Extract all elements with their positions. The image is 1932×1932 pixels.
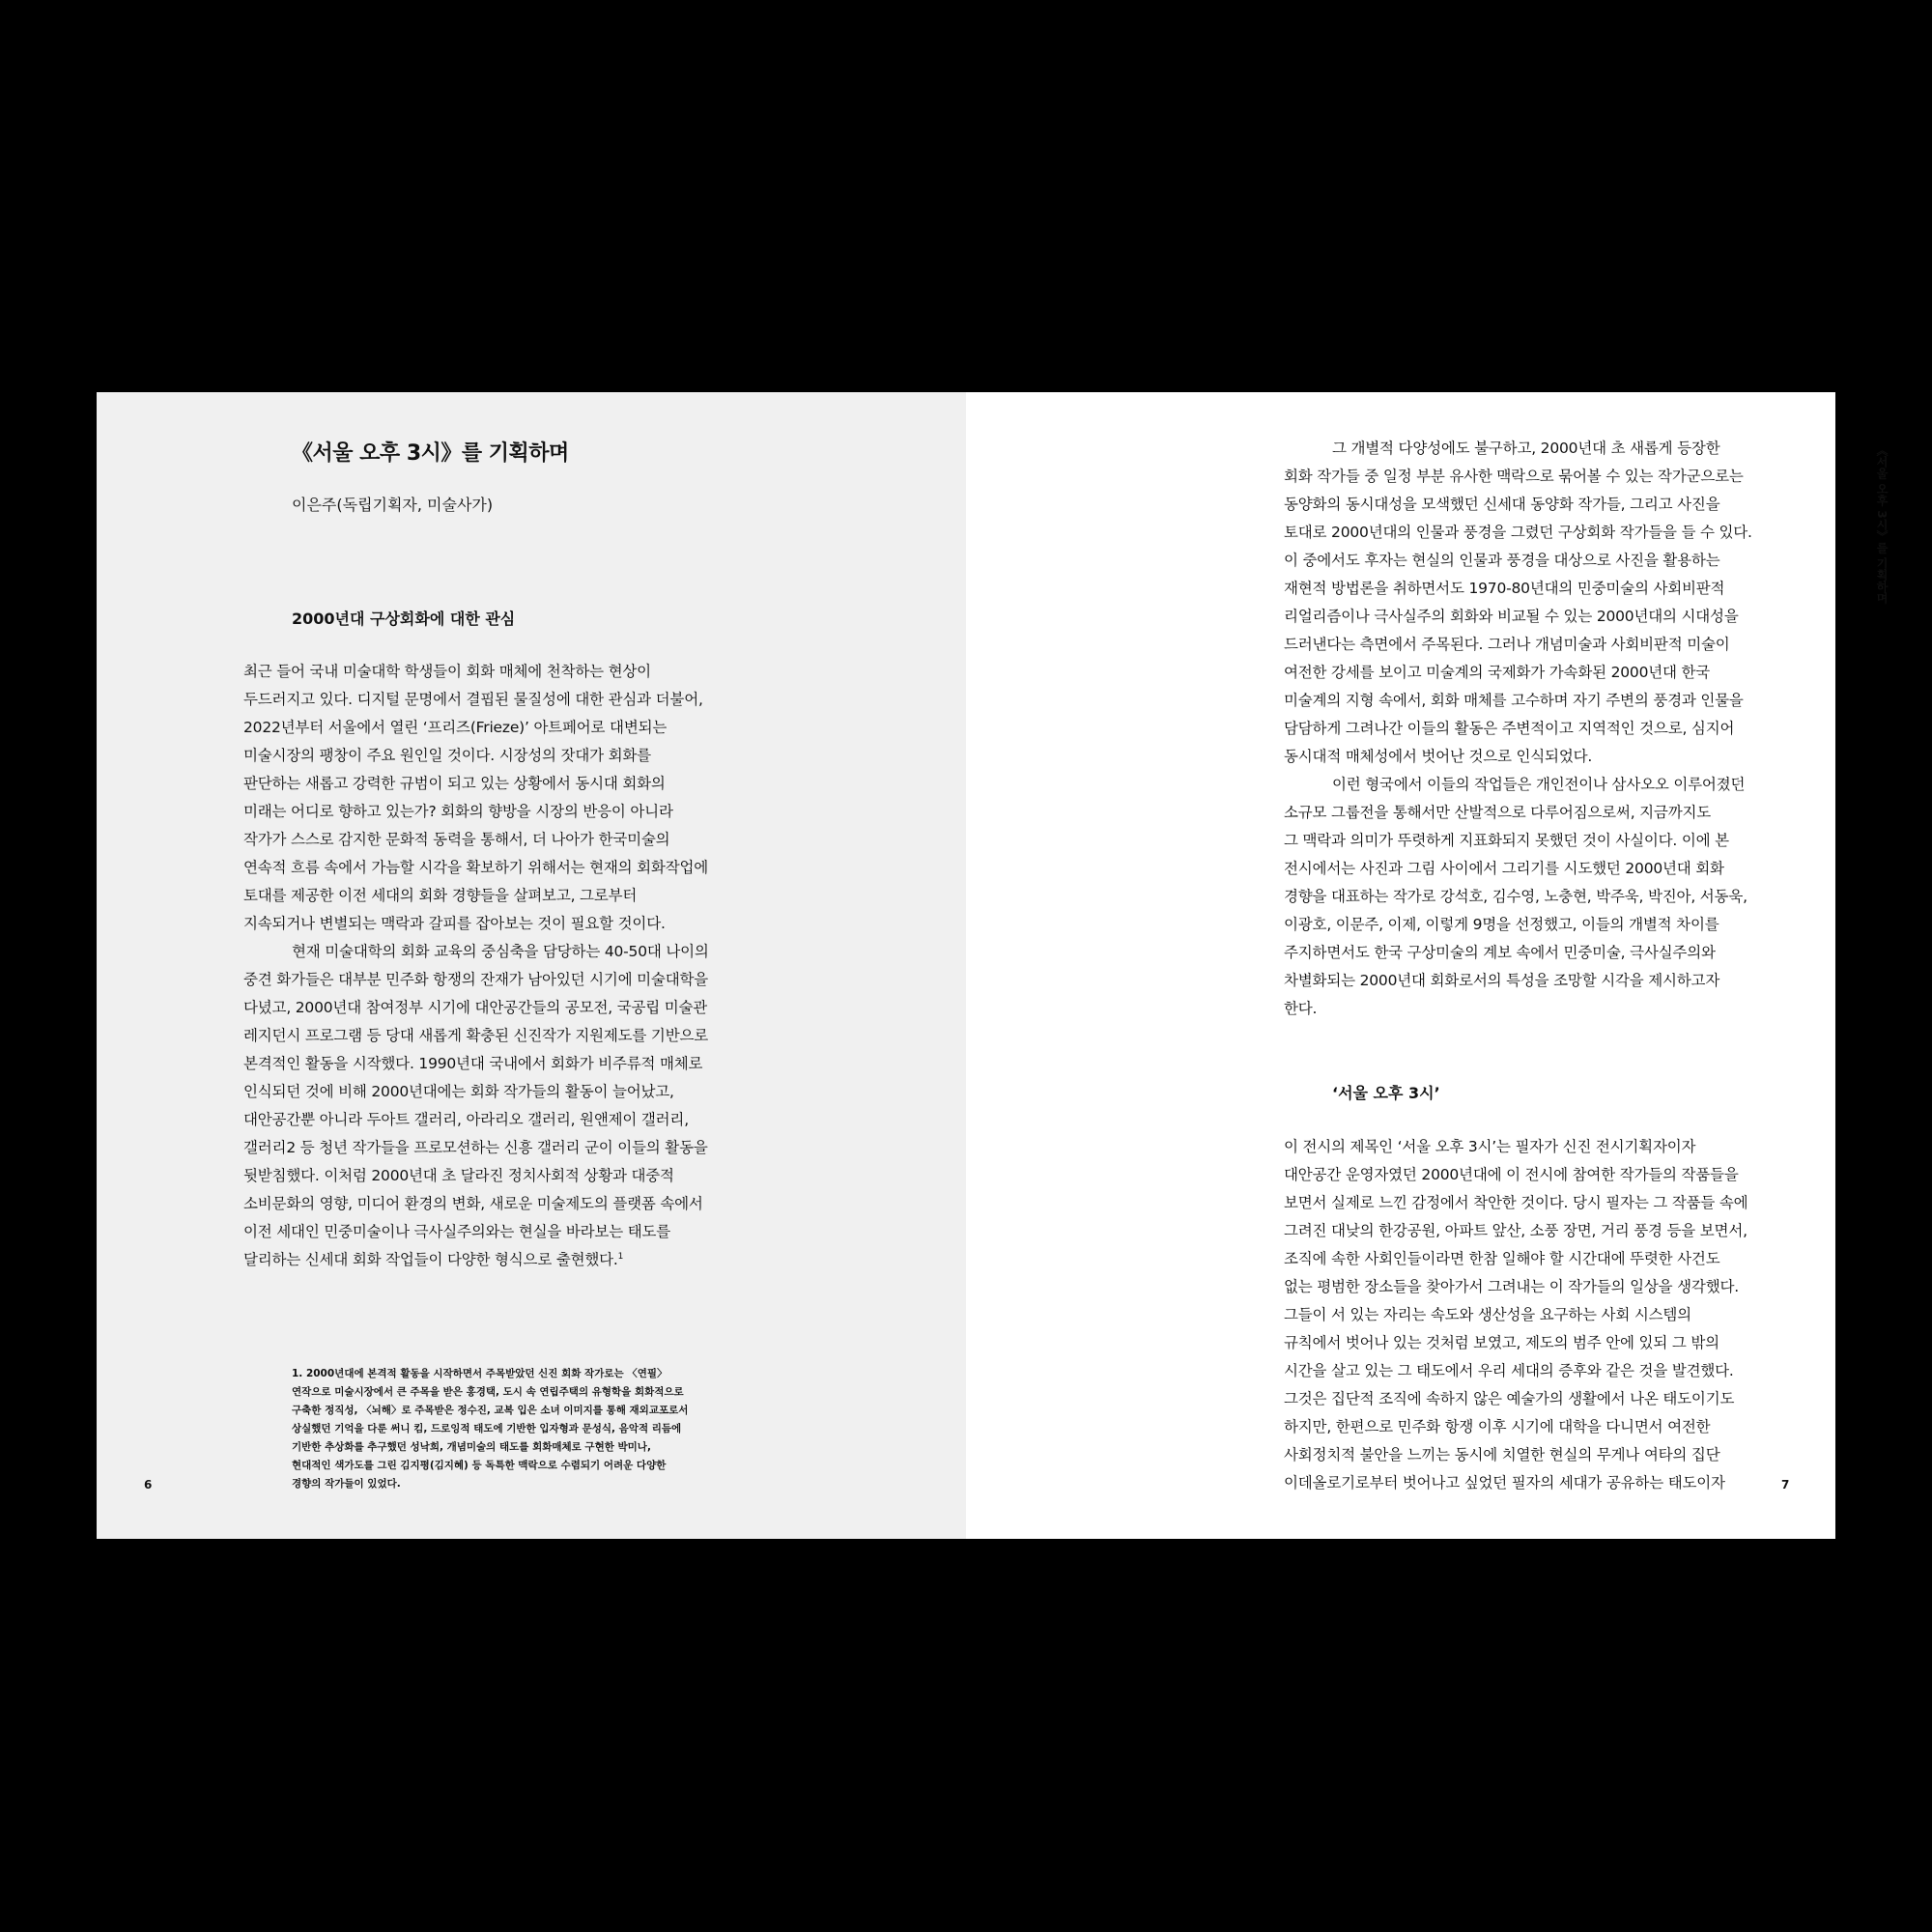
text-line: 토대를 제공한 이전 세대의 회화 경향들을 살펴보고, 그로부터 (243, 887, 638, 904)
text-line: 이 중에서도 후자는 현실의 인물과 풍경을 대상으로 사진을 활용하는 (1284, 552, 1720, 569)
right-page (966, 392, 1835, 1539)
right-body-text (1284, 435, 1752, 1023)
text-line: 차별화되는 2000년대 회화로서의 특성을 조망할 시각을 제시하고자 (1284, 972, 1720, 989)
footnote-line: 상실했던 기억을 다룬 써니 킴, 드로잉적 태도에 기반한 입자형과 문성식, 음악적 리듬에 (292, 1423, 682, 1435)
text-line: 회화 작가들 중 일정 부분 유사한 맥락으로 묶어볼 수 있는 작가군으로는 (1284, 468, 1744, 485)
right-body-text-2 (1284, 1133, 1747, 1497)
text-line: 동양화의 동시대성을 모색했던 신세대 동양화 작가들, 그리고 사진을 (1284, 496, 1720, 513)
text-line: 한다. (1284, 1000, 1318, 1017)
text-line: 레지던시 프로그램 등 당대 새롭게 확충된 신진작가 지원제도를 기반으로 (243, 1027, 709, 1044)
text-line: 여전한 강세를 보이고 미술계의 국제화가 가속화된 2000년대 한국 (1284, 664, 1711, 681)
footnote (292, 1365, 794, 1493)
footnote-line: 기반한 추상화를 추구했던 성낙희, 개념미술의 태도를 회화매체로 구현한 박미나, (292, 1441, 651, 1453)
paragraph-1 (1284, 435, 1752, 771)
footnote-line: 연작으로 미술시장에서 큰 주목을 받은 홍경택, 도시 속 연립주택의 유형학을 회화적으로 (292, 1386, 684, 1398)
text-line: 그려진 대낮의 한강공원, 아파트 앞산, 소풍 장면, 거리 풍경 등을 보면서, (1284, 1222, 1747, 1239)
text-line: 경향을 대표하는 작가로 강석호, 김수영, 노충현, 박주욱, 박진아, 서동욱, (1284, 888, 1747, 905)
left-body-text (243, 658, 709, 1274)
text-line: 미술계의 지형 속에서, 회화 매체를 고수하며 자기 주변의 풍경과 인물을 (1284, 692, 1744, 709)
text-line-content: 달리하는 신세대 회화 작업들이 다양한 형식으로 출현했다. (243, 1251, 618, 1268)
text-line: 갤러리2 등 청년 작가들을 프로모션하는 신흥 갤러리 군이 이들의 활동을 (243, 1139, 708, 1156)
paragraph-2 (243, 938, 709, 1274)
text-line: 전시에서는 사진과 그림 사이에서 그리기를 시도했던 2000년대 회화 (1284, 860, 1724, 877)
paragraph-1 (243, 658, 709, 938)
text-line: 그들이 서 있는 자리는 속도와 생산성을 요구하는 사회 시스템의 (1284, 1306, 1691, 1323)
text-line: 연속적 흐름 속에서 가늠할 시각을 확보하기 위해서는 현재의 회화작업에 (243, 859, 709, 876)
text-line: 없는 평범한 장소들을 찾아가서 그려내는 이 작가들의 일상을 생각했다. (1284, 1278, 1739, 1295)
text-line: 중견 화가들은 대부분 민주화 항쟁의 잔재가 남아있던 시기에 미술대학을 (243, 971, 709, 988)
paragraph-2 (1284, 771, 1752, 1023)
footnote-line: 현대적인 색가도를 그린 김지평(김지혜) 등 독특한 맥락으로 수렴되기 어려운 다양한 (292, 1460, 667, 1471)
text-line: 리얼리즘이나 극사실주의 회화와 비교될 수 있는 2000년대의 시대성을 (1284, 608, 1739, 625)
author-line: 이은주(독립기획자, 미술사가) (292, 496, 494, 514)
text-line: 작가가 스스로 감지한 문화적 동력을 통해서, 더 나아가 한국미술의 (243, 831, 670, 848)
text-line: 미술시장의 팽창이 주요 원인일 것이다. 시장성의 잣대가 회화를 (243, 747, 651, 764)
text-line: 본격적인 활동을 시작했다. 1990년대 국내에서 회화가 비주류적 매체로 (243, 1055, 703, 1072)
text-line: 드러낸다는 측면에서 주목된다. 그러나 개념미술과 사회비판적 미술이 (1284, 636, 1730, 653)
text-line: 지속되거나 변별되는 맥락과 갈피를 잡아보는 것이 필요할 것이다. (243, 915, 666, 932)
text-line: 재현적 방법론을 취하면서도 1970-80년대의 민중미술의 사회비판적 (1284, 580, 1725, 597)
text-line: 판단하는 새롭고 강력한 규범이 되고 있는 상황에서 동시대 회화의 (243, 775, 666, 792)
text-line: 두드러지고 있다. 디지털 문명에서 결핍된 물질성에 대한 관심과 더불어, (243, 691, 703, 708)
text-line: 시간을 살고 있는 그 태도에서 우리 세대의 증후와 같은 것을 발견했다. (1284, 1362, 1734, 1379)
text-line: 대안공간 운영자였던 2000년대에 이 전시에 참여한 작가들의 작품들을 (1284, 1166, 1739, 1183)
essay-title: 《서울 오후 3시》를 기획하며 (292, 441, 569, 466)
text-line (243, 1246, 709, 1274)
text-line: 소규모 그룹전을 통해서만 산발적으로 다루어짐으로써, 지금까지도 (1284, 804, 1712, 821)
page-number-right: 7 (1781, 1478, 1790, 1492)
footnote-line: 1. 2000년대에 본격적 활동을 시작하면서 주목받았던 신진 회화 작가로는 〈연필〉 (292, 1368, 668, 1379)
text-line: 동시대적 매체성에서 벗어난 것으로 인식되었다. (1284, 748, 1593, 765)
text-line: 그것은 집단적 조직에 속하지 않은 예술가의 생활에서 나온 태도이기도 (1284, 1390, 1735, 1407)
text-line: 그 개별적 다양성에도 불구하고, 2000년대 초 새롭게 등장한 (1332, 440, 1720, 457)
footnote-line: 구축한 정직성, 〈뇌해〉로 주목받은 정수진, 교복 입은 소녀 이미지를 통해 재외교포로서 (292, 1405, 689, 1416)
text-line: 대안공간뿐 아니라 두아트 갤러리, 아라리오 갤러리, 원앤제이 갤러리, (243, 1111, 689, 1128)
text-line: 하지만, 한편으로 민주화 항쟁 이후 시기에 대학을 다니면서 여전한 (1284, 1418, 1711, 1435)
text-line: 보면서 실제로 느낀 감정에서 착안한 것이다. 당시 필자는 그 작품들 속에 (1284, 1194, 1748, 1211)
paragraph-3 (1284, 1133, 1747, 1497)
text-line: 현재 미술대학의 회화 교육의 중심축을 담당하는 40-50대 나이의 (292, 943, 709, 960)
text-line: 미래는 어디로 향하고 있는가? 회화의 향방을 시장의 반응이 아니라 (243, 803, 673, 820)
section-heading-seoul-3pm: ‘서울 오후 3시’ (1332, 1084, 1440, 1102)
text-line: 소비문화의 영향, 미디어 환경의 변화, 새로운 미술제도의 플랫폼 속에서 (243, 1195, 703, 1212)
text-line: 조직에 속한 사회인들이라면 한참 일해야 할 시간대에 뚜렷한 사건도 (1284, 1250, 1720, 1267)
text-line: 뒷받침했다. 이처럼 2000년대 초 달라진 정치사회적 상황과 대중적 (243, 1167, 674, 1184)
text-line: 이전 세대인 민중미술이나 극사실주의와는 현실을 바라보는 태도를 (243, 1223, 671, 1240)
text-line: 토대로 2000년대의 인물과 풍경을 그렸던 구상회화 작가들을 들 수 있다. (1284, 524, 1752, 541)
footnote-line: 경향의 작가들이 있었다. (292, 1478, 401, 1490)
section-heading-interest: 2000년대 구상회화에 대한 관심 (292, 610, 516, 628)
text-line: 이데올로기로부터 벗어나고 싶었던 필자의 세대가 공유하는 태도이자 (1284, 1474, 1725, 1492)
text-line: 이광호, 이문주, 이제, 이렇게 9명을 선정했고, 이들의 개별적 차이를 (1284, 916, 1719, 933)
text-line: 이 전시의 제목인 ‘서울 오후 3시’는 필자가 신진 전시기획자이자 (1284, 1138, 1696, 1155)
page-number-left: 6 (144, 1478, 153, 1492)
text-line: 인식되던 것에 비해 2000년대에는 회화 작가들의 활동이 늘어났고, (243, 1083, 674, 1100)
text-line: 다녔고, 2000년대 참여정부 시기에 대안공간들의 공모전, 국공립 미술관 (243, 999, 708, 1016)
left-page (97, 392, 966, 1539)
text-line: 2022년부터 서울에서 열린 ‘프리즈(Frieze)’ 아트페어로 대변되는 (243, 719, 668, 736)
text-line: 최근 들어 국내 미술대학 학생들이 회화 매체에 천착하는 현상이 (243, 663, 651, 680)
book-spread (97, 392, 1889, 1539)
text-line: 이런 형국에서 이들의 작업들은 개인전이나 삼사오오 이루어졌던 (1332, 776, 1746, 793)
footnote-marker: 1 (617, 1251, 624, 1262)
text-line: 그 맥락과 의미가 뚜렷하게 지표화되지 못했던 것이 사실이다. 이에 본 (1284, 832, 1729, 849)
text-line: 주지하면서도 한국 구상미술의 계보 속에서 민중미술, 극사실주의와 (1284, 944, 1716, 961)
text-line: 담담하게 그려나간 이들의 활동은 주변적이고 지역적인 것으로, 심지어 (1284, 720, 1735, 737)
text-line: 규칙에서 벗어나 있는 것처럼 보였고, 제도의 범주 안에 있되 그 밖의 (1284, 1334, 1719, 1351)
text-line: 사회정치적 불안을 느끼는 동시에 치열한 현실의 무게나 여타의 집단 (1284, 1446, 1720, 1463)
running-title: 《서울 오후 3시》를 기획하며 (1875, 444, 1889, 604)
